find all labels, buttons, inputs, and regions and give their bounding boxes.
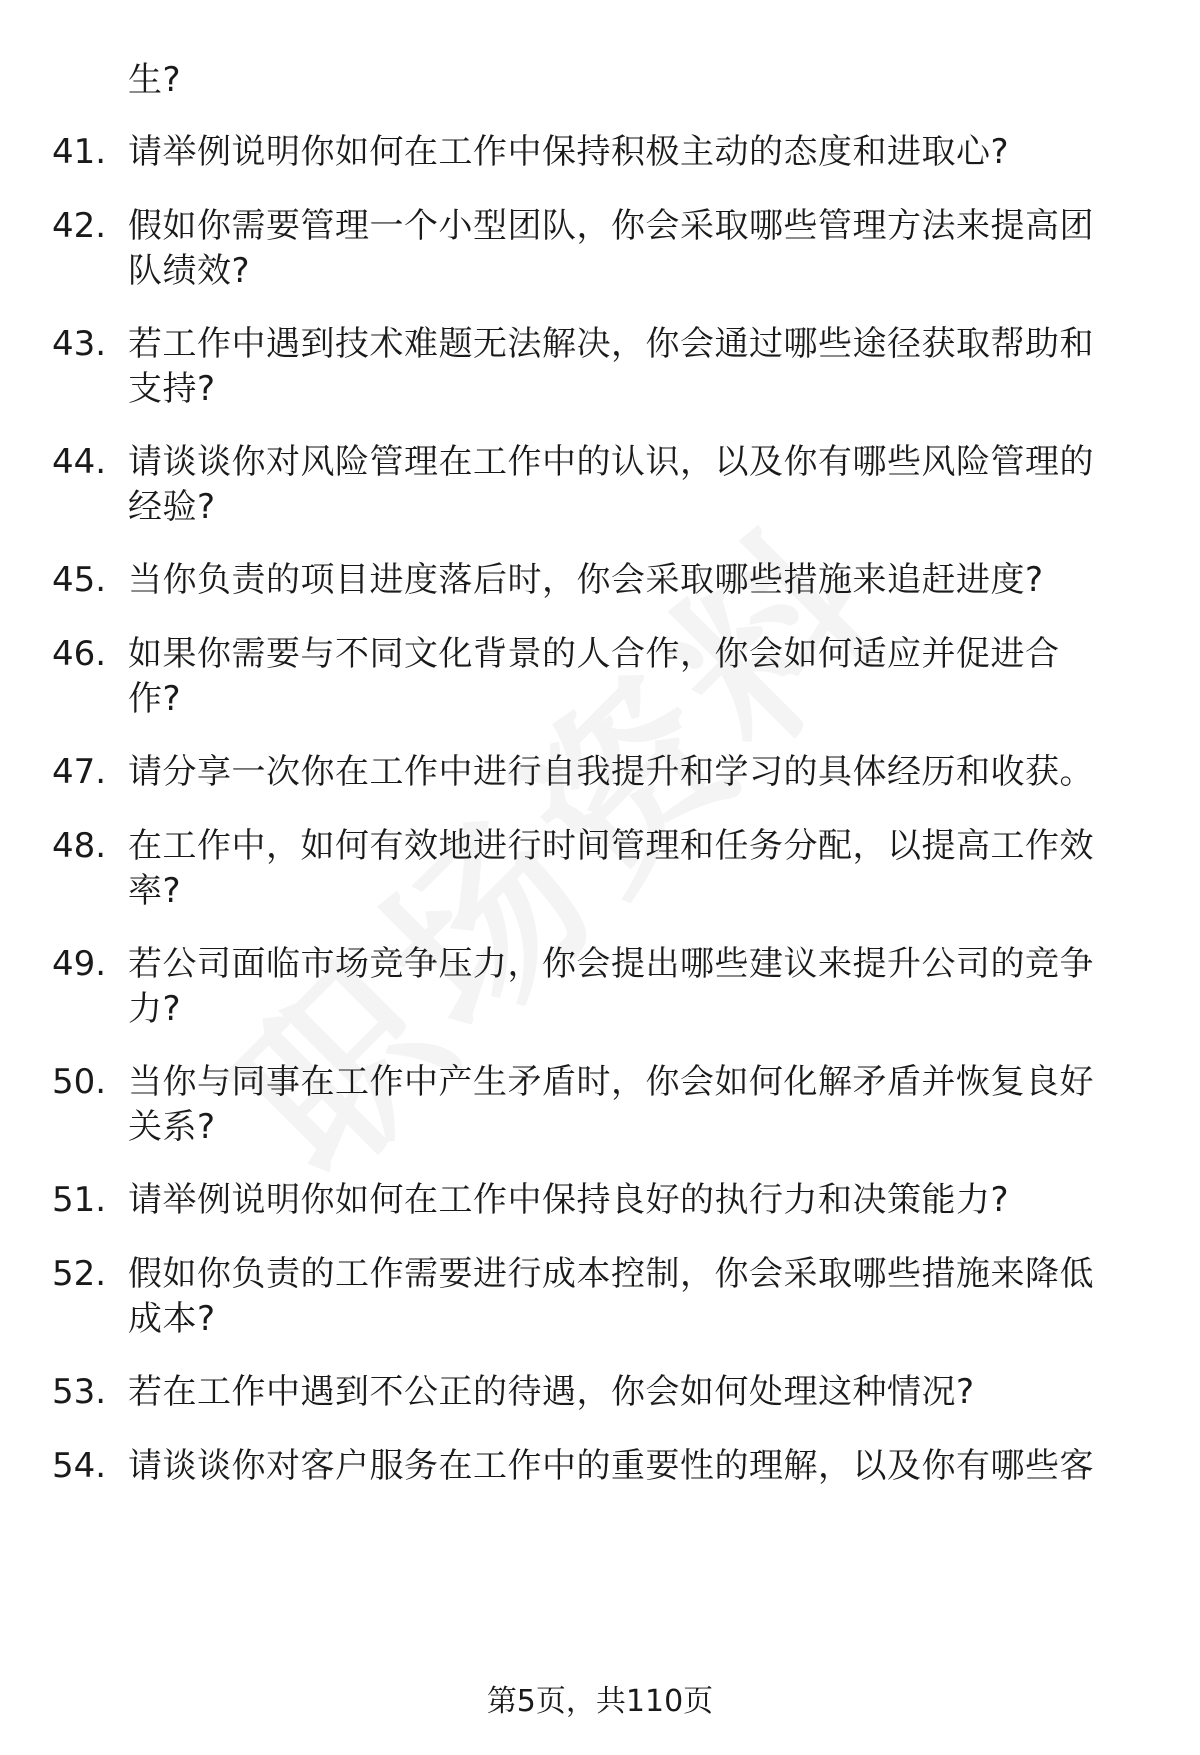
continuation-line: 生? (128, 60, 182, 100)
question-number: 48. (52, 826, 107, 866)
question-number: 51. (52, 1180, 107, 1220)
question-text: 关系? (128, 1107, 216, 1147)
question-text: 请分享一次你在工作中进行自我提升和学习的具体经历和收获。 (128, 752, 1094, 792)
question-text: 若工作中遇到技术难题无法解决，你会通过哪些途径获取帮助和 (128, 324, 1094, 364)
page-footer: 第5页，共110页 (486, 1684, 714, 1719)
question-number: 44. (52, 442, 107, 482)
question-text: 假如你负责的工作需要进行成本控制，你会采取哪些措施来降低 (128, 1254, 1094, 1294)
question-number: 49. (52, 944, 107, 984)
question-text: 在工作中，如何有效地进行时间管理和任务分配，以提高工作效 (128, 826, 1094, 866)
question-number: 41. (52, 132, 107, 172)
question-text: 若在工作中遇到不公正的待遇，你会如何处理这种情况? (128, 1372, 975, 1412)
question-text: 假如你需要管理一个小型团队，你会采取哪些管理方法来提高团 (128, 206, 1094, 246)
question-text: 如果你需要与不同文化背景的人合作，你会如何适应并促进合 (128, 634, 1060, 674)
question-text: 力? (128, 989, 182, 1029)
question-number: 42. (52, 206, 107, 246)
question-text: 若公司面临市场竞争压力，你会提出哪些建议来提升公司的竞争 (128, 944, 1094, 984)
question-text: 请谈谈你对风险管理在工作中的认识，以及你有哪些风险管理的 (128, 442, 1094, 482)
question-number: 52. (52, 1254, 107, 1294)
question-text: 请谈谈你对客户服务在工作中的重要性的理解，以及你有哪些客 (128, 1446, 1094, 1486)
question-text: 作? (128, 679, 182, 719)
question-number: 50. (52, 1062, 107, 1102)
question-number: 47. (52, 752, 107, 792)
question-text: 率? (128, 871, 182, 911)
question-number: 46. (52, 634, 107, 674)
question-number: 45. (52, 560, 107, 600)
question-text: 支持? (128, 369, 216, 409)
question-text: 成本? (128, 1299, 216, 1339)
question-text: 队绩效? (128, 251, 251, 291)
question-text: 经验? (128, 487, 216, 527)
question-text: 当你与同事在工作中产生矛盾时，你会如何化解矛盾并恢复良好 (128, 1062, 1094, 1102)
question-text: 当你负责的项目进度落后时，你会采取哪些措施来追赶进度? (128, 560, 1044, 600)
question-number: 43. (52, 324, 107, 364)
question-number: 53. (52, 1372, 107, 1412)
question-text: 请举例说明你如何在工作中保持积极主动的态度和进取心? (128, 132, 1010, 172)
question-number: 54. (52, 1446, 107, 1486)
question-text: 请举例说明你如何在工作中保持良好的执行力和决策能力? (128, 1180, 1010, 1220)
